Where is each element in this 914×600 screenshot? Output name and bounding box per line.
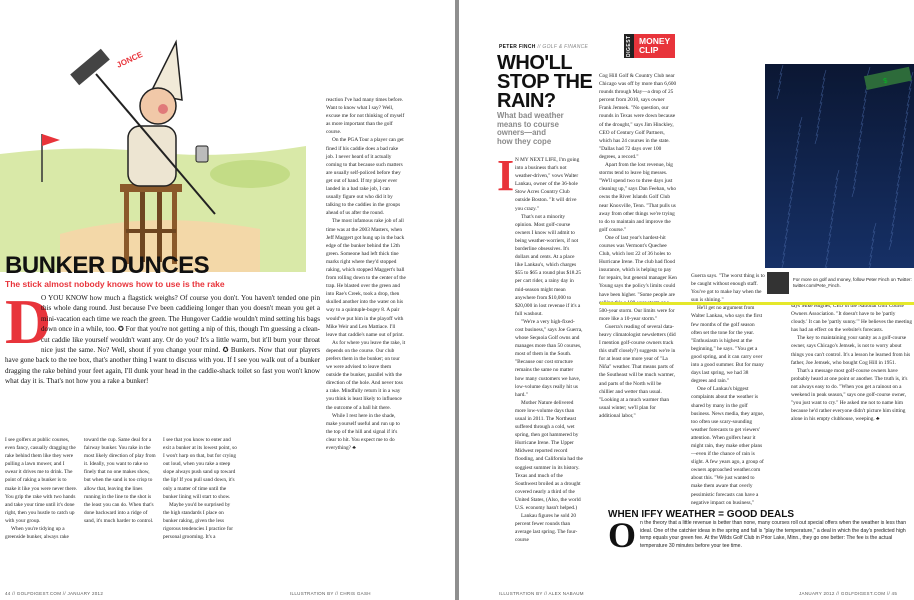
body-paragraph: Mother Nature delivered more low-volume days than usual in 2011. The Northeast suffered through a cold, wet spring, then got hammered by Hurricane Irene. The Upper Midwest reported record flooding, and California had the soggiest summer in its history. Texas and much of the Southwest broiled as a drought covered nearly a third of the United States, (Also, the world U.S. economy hasn't helped.) [515,399,583,512]
section-tag [624,34,675,58]
illustration-sign: JONCE [115,49,145,70]
body-paragraph: The most infamous rake job of all time was at the 2003 Masters, when Jeff Maggert got hung up in the back edge of the bunker behind the 12th green. Someone had left thick tine marks right where they'd stopped raking, which stopped Maggert's ball from rolling down to the center of the trap. He blasted over the green and into Rae's Creek, took a drop, then skulled another into the water on his way to a quintuple-bogey 8. A pair would've put him in the playoff with Mike Weir and Len Mattiace. I'll leave that caddie's name out of print. [326,218,406,338]
section-label [634,34,675,58]
folio-left: 44 // GOLFDIGEST.COM // JANUARY 2012 [5,591,104,596]
lede-paragraph [5,286,320,387]
body-paragraph: reaction I've had many times before. Want to know what I say? Well, excuse me for not thinking of myself as more important than the golf course. [326,97,405,136]
byline [499,44,588,50]
illustration-credit: ILLUSTRATION BY // ALEX NABAUM [499,591,584,596]
body-column-2 [84,436,157,525]
body-column-4 [326,96,406,452]
sidebar-title: WHEN IFFY WEATHER = GOOD DEALS [608,509,795,520]
body-paragraph: While I rest here in the shade, make yourself useful and run up to the top of the hill and signal if it's clear to hit. You expect me to do everything? ♣ [326,412,400,452]
body-paragraph: Guerra's reading of several data-heavy climatologist newsletters (did I mention golf-course owners track this stuff closely?) suggests we're in for at least one more year of "La Niña" weather. That means parts of the Southeast will be much warmer, and parts of the North will be chillier and wetter than usual. "Looking at a much warmer than usual winter; we'll plan for additional labor," [599,323,676,419]
body-paragraph: That's a message most golf-course owners have probably heard at one point or another. The truth is, it's not always easy to do. "When you get a rainout on a weekend in peak season," says one golf-course owner, "you just want to cry." He asked me not to name him because he'd rather everyone didn't picture him sitting alone in his empty clubhouse, weeping. ♣ [791,367,908,423]
sidebar-text: n the theory that a little revenue is better than none, many courses roll out special offers when the weather is less than ideal. One of the catchier ideas in the spring and fall is "play the temperature," a deal in which the day's predicted high temp equals your green fee. At the Wilds Golf Club in Prior Lake, Minn., they go one better: The fee is the actual temperature 30 minutes before your tee time. [640,520,907,549]
author-avatar [767,272,789,294]
article-headline: WHO'LL STOP THE RAIN? [497,52,593,112]
body-paragraph: As for where you leave the rake, it depends on the course. Our club prefers them in the bunker; on tour we were advised to leave them outside the bunker, parallel with the direction of the hole. And never toss a rake. Mindfully return it in a way you think is least likely to influence the outcome of a ball hit there. [326,339,406,411]
lede-text: O YOU KNOW how much a flagstick weighs? Of course you don't. You haven't tended one pin this whole dang round. Just because I've been caddieing longer than you doesn't mean you get a mini-vacation each time we reach the green. The Hungover Caddie wouldn't mind setting his bags down once in a while, too. ✪ For that you're not getting a nip of this, though I'm guessing a clean-cut caddie like yourself wouldn't want any. Or do you? It's a little warm, but it'll burn your throat nice just the same. No? Well, shout if you change your mind. ✪ Bunkers. Now that our players have gone back to the tee box, that's another thing I want to discuss with you. If I see you walk out of a bunker dragging the rake behind your feet again, I'll dunk your head in the caddie-shack toilet so fast you won't know what day it is. That's not how you a rake a bunker! [5,294,320,386]
body-paragraph: Lankau figures he sold 20 percent fewer rounds than average last spring. The four-course [515,513,578,544]
article-subhead: The stick almost nobody knows how to use is the rake [5,279,225,289]
right-page [459,0,914,600]
body-paragraph: says Mike Hughes, CEO of the National Golf Course Owners Association. "It doesn't have to be 'partly cloudy.' It can be 'partly sunny.'" He believes the meeting has had an effect on the website's forecasts. [791,303,912,334]
drop-cap: D [5,286,52,357]
body-paragraph: One of Lankau's biggest complaints about the weather is shared by many in the golf business. News media, they argue, too often use scary-sounding weather forecasts to get viewers' attention. When golfers hear it might rain, they make other plans—even if the chance of rain is slight. A few years ago, a group of owners approached weather.com about this. "We just wanted to make them aware that overly pessimistic forecasts can have a negative impact on business," [691,386,765,506]
body-paragraph: The key to maintaining your sanity as a golf-course owner, says Chicago's Jemsek, is not to worry about things you can't control. It's a lesson he learned from his father, Joe Jemsek, who bought Cog Hill in 1951. [791,335,911,366]
body-paragraph: One of last year's hardest-hit courses was Vermont's Quechee Club, which lost 22 of 36 holes to Hurricane Irene. The club had flood insurance, which is helping to pay for repairs, but general manager Ken Young says the policy's limits could have been higher. "Some people are calling this a 100-year storm or a 500-year storm. Our limits were for more like a 10-year storm." [599,234,677,322]
body-column-3 [163,436,238,541]
body-paragraph: Apart from the lost revenue, big storms tend to leave big messes. "We'll spend two to three days just cleaning up," says Dan Feehan, who owns the River Islands Golf Club near Knoxville, Tenn. "That pulls us away from other things we're trying to do to maintain and improve the golf course." [599,162,677,233]
section-label-line1: MONEY [639,36,671,46]
body-paragraph: N MY NEXT LIFE, I'm going into a business that's not weather-driven," vows Walter Lankau, owner of the 36-hole Stow Acres Country Club outside Boston. "It will drive you crazy." [515,157,580,212]
section-vertical-label: DIGEST [626,35,632,57]
body-paragraph: When you're tidying up a greenside bunker, always rake [5,526,69,541]
body-paragraph: toward the cup. Same deal for a fairway bunker. You rake in the most likely direction of play from it. Ideally, you want to rake so finely that no one makes show, but when the sand is too crisp to allow that, leaving the lines running in the line to the shot is the least you can do. When that's done backward into a ridge of sand, it's much harder to control. [84,437,156,524]
byline-name: PETER FINCH [499,44,536,50]
left-page [0,0,455,600]
body-paragraph: On the PGA Tour a player can get fined if his caddie does a bad rake job. I never heard of it actually coming to that because such matters are usually self-policed before they get out of hand. If my player ever landed in a bad rake job, I can usually figure out who did it by talking to the caddies in the groups ahead of us after the round. [326,137,404,217]
body-paragraph: That's not a minority opinion. Most golf-course owners I know will admit to being weather-worriers, if not borderline obsessives. It's dollars and cents. At a place like Lankau's, which charges $55 to $65 a round plus $18.25 per cart rider, a rainy day in mid-season might mean anywhere from $10,000 to $20,000 in lost revenue if it's a full washout. [515,213,582,317]
author-twitter-box [765,268,914,298]
body-paragraph: I see that you know to enter and exit a bunker at its lowest point, so I won't harp on that, but for crying out loud, when you rake a steep slope always push sand up toward the lip! If you pull sand down, it's only a matter of time until the bunker lining will start to show. [163,437,237,500]
section-label-line2: CLIP [639,45,659,55]
body-paragraph: He'll get no argument from Walter Lankau, who says the first few months of the golf season often set the tone for the year. "Enthusiasm is highest at the beginning," he says. "You get a good spring, and it can carry over into a good summer. But for many days last spring, we had 38 degrees and rain." [691,305,764,385]
article-headline: BUNKER DUNCES [5,252,210,279]
article-subhead: What bad weather means to course owners—and how they cope [497,111,564,146]
body-paragraph: "We're a very high-fixed-cost business," says Joe Guerra, whose Sequoia Golf owns and manages more than 50 courses, most of them in the South. "Because our cost structure remains the same no matter how many customers we have, low-volume days really hit us hard." [515,318,583,398]
sidebar-drop-cap: O [608,515,637,555]
body-column-1 [5,436,78,541]
folio-right: JANUARY 2012 // GOLFDIGEST.COM // 45 [799,591,898,596]
drop-cap: I [497,151,515,200]
twitter-promo: For more on golf and money, follow Peter Finch on Twitter: twitter.com/Pete_Finch. [793,277,912,288]
caddie-illustration [0,34,306,272]
byline-section: // GOLF & FINANCE [537,44,589,50]
body-column-1 [515,156,583,545]
body-paragraph: Guerra says. "The worst thing is to be caught without enough staff. You've got to make hay when the sun is shining." [691,273,765,304]
body-paragraph: Maybe you'd be surprised by the high standards I place on bunker raking, given the less rigorous tendencies I practice for personal grooming. It's a [163,501,234,541]
illustration-credit: ILLUSTRATION BY // CHRIS GASH [290,591,371,596]
body-paragraph: I see golfers at public courses, even fancy, casually dragging the rake behind them like they were pulling a lawn mower, and I swear it drives me to drink. The point of raking a bunker is to make it like you were never there. You grip the rake with two hands and take your time until it's done right, then you hustle to catch up with your group. [5,437,78,524]
storm-illustration [765,64,914,268]
body-paragraph: Cog Hill Golf & Country Club near Chicago was off by more than 6,600 rounds through May—a drop of 25 percent from 2010, says owner Frank Jemsek. "No question, our rounds in Texas were down because of the drought," says Jim Hinckley, CEO of Century Golf Partners, which has 24 courses in the state. "Dallas had 72 days over 100 degrees, a record." [599,73,677,160]
svg-text:$: $ [882,77,889,86]
